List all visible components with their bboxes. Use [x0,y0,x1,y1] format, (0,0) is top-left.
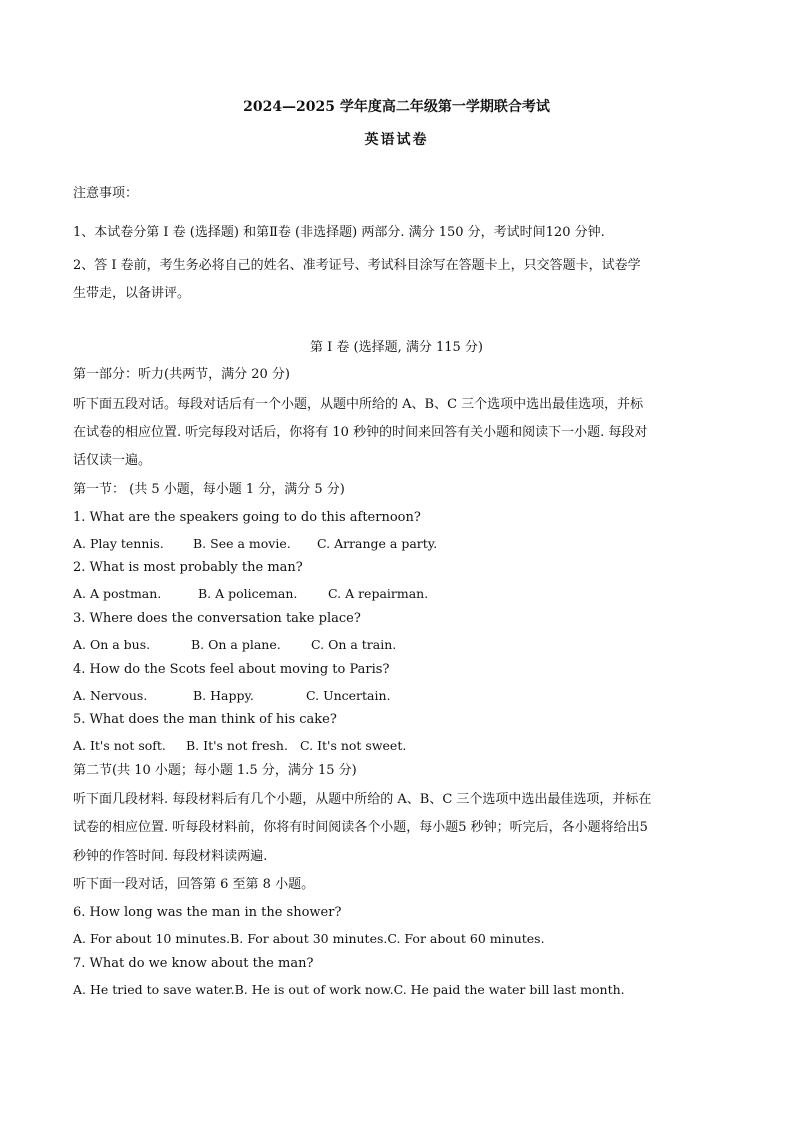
question-1-option-c: C. Arrange a party. [317,536,438,551]
question-6: 6. How long was the man in the shower? [73,905,342,920]
notes-item-1: 1、本试卷分第 I 卷 (选择题) 和第Ⅱ卷 (非选择题) 两部分. 满分 150 分，考试时间120 分钟. [73,225,605,240]
question-3-option-b: B. On a plane. [191,637,281,652]
section-2-heading: 第二节(共 10 小题；每小题 1.5 分，满分 15 分) [73,763,357,778]
question-4-option-a: A. Nervous. [73,688,148,703]
dialogue-intro: 听下面一段对话，回答第 6 至第 8 小题。 [73,877,315,892]
question-4-option-b: B. Happy. [193,688,254,703]
question-1: 1. What are the speakers going to do this afternoon? [73,510,421,525]
question-2-option-b: B. A policeman. [198,586,298,601]
volume-1-heading: 第 I 卷 (选择题, 满分 115 分) [309,340,484,355]
notes-heading: 注意事项： [73,186,139,201]
question-2: 2. What is most probably the man? [73,560,303,575]
section-2-intro-line-1: 听下面几段材料. 每段材料后有几个小题，从题中所给的 A、B、C 三个选项中选出最佳选项，并标在 [73,792,652,807]
question-5: 5. What does the man think of his cake? [73,712,337,727]
section-1-heading: 第一节： (共 5 小题，每小题 1 分，满分 5 分) [73,482,345,497]
question-3: 3. Where does the conversation take place? [73,611,361,626]
part-1-intro-line-3: 话仅读一遍。 [73,453,152,468]
question-6-options: A. For about 10 minutes.B. For about 30 minutes.C. For about 60 minutes. [73,931,545,946]
question-1-option-b: B. See a movie. [193,536,291,551]
section-2-intro-line-2: 试卷的相应位置. 听每段材料前，你将有时间阅读各个小题，每小题5 秒钟；听完后，各小题将给出5 [73,820,648,835]
notes-item-2-line-2: 生带走，以备讲评。 [73,286,191,301]
question-2-option-a: A. A postman. [73,586,162,601]
question-2-option-c: C. A repairman. [328,586,429,601]
part-1-intro-line-1: 听下面五段对话。每段对话后有一个小题，从题中所给的 A、B、C 三个选项中选出最佳选项，并标 [73,397,644,412]
question-4-option-c: C. Uncertain. [306,688,391,703]
notes-item-2-line-1: 2、答 I 卷前，考生务必将自己的姓名、准考证号、考试科目涂写在答题卡上，只交答题卡，试卷学 [73,258,641,273]
part-1-intro-line-2: 在试卷的相应位置. 听完每段对话后，你将有 10 秒钟的时间来回答有关小题和阅读下一小题. 每段对 [73,425,648,440]
exam-title: 2024—2025 学年度高二年级第一学期联合考试 [243,99,550,115]
question-3-option-c: C. On a train. [311,637,397,652]
question-3-option-a: A. On a bus. [73,637,151,652]
part-1-heading: 第一部分：听力(共两节，满分 20 分) [73,367,290,382]
question-5-option-b: B. It's not fresh. [186,738,288,753]
question-4: 4. How do the Scots feel about moving to Paris? [73,662,390,677]
question-5-option-c: C. It's not sweet. [300,738,407,753]
question-7: 7. What do we know about the man? [73,956,314,971]
exam-subtitle: 英语试卷 [364,132,429,148]
question-1-option-a: A. Play tennis. [73,536,164,551]
question-5-option-a: A. It's not soft. [73,738,166,753]
question-7-options: A. He tried to save water.B. He is out of work now.C. He paid the water bill last month. [73,982,625,997]
section-2-intro-line-3: 秒钟的作答时间. 每段材料读两遍. [73,849,268,864]
